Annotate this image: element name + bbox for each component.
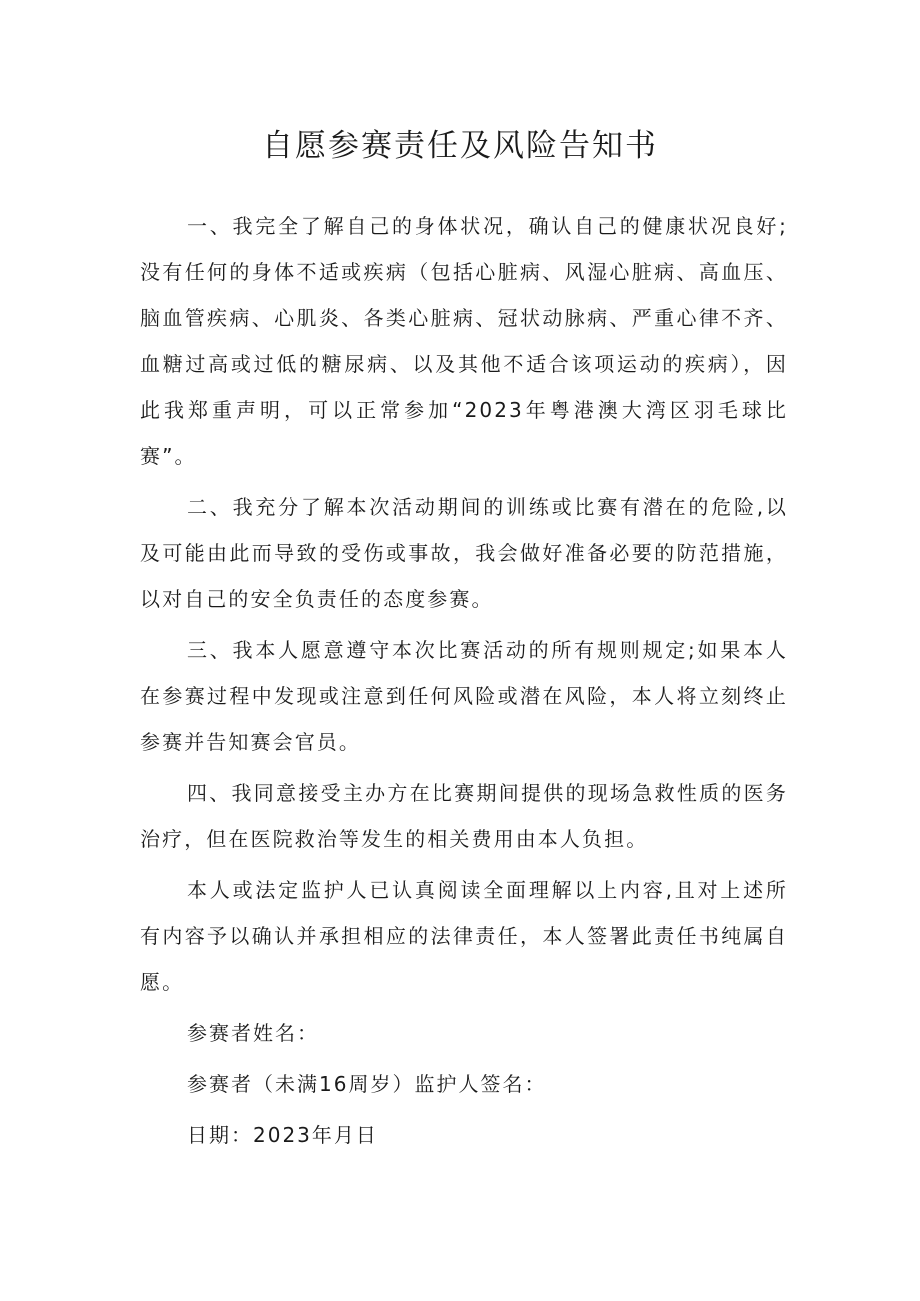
clause-3-paragraph: 三、我本人愿意遵守本次比赛活动的所有规则规定;如果本人在参赛过程中发现或注意到任何风险或潜在风险，本人将立刻终止参赛并告知赛会官员。 <box>140 638 788 754</box>
confirmation-paragraph: 本人或法定监护人已认真阅读全面理解以上内容,且对上述所有内容予以确认并承担相应的法律责任，本人签署此责任书纯属自愿。 <box>140 878 788 994</box>
date-line: 日期：2023年月日 <box>187 1123 378 1147</box>
document-title: 自愿参赛责任及风险告知书 <box>262 128 658 164</box>
guardian-signature-line: 参赛者（未满16周岁）监护人签名： <box>187 1072 547 1096</box>
clause-4-paragraph: 四、我同意接受主办方在比赛期间提供的现场急救性质的医务治疗，但在医院救治等发生的相关费用由本人负担。 <box>140 781 788 851</box>
document-body <box>140 203 788 1163</box>
clause-2-paragraph: 二、我充分了解本次活动期间的训练或比赛有潜在的危险,以及可能由此而导致的受伤或事故，我会做好准备必要的防范措施，以对自己的安全负责任的态度参赛。 <box>140 495 788 611</box>
clause-1-paragraph: 一、我完全了解自己的身体状况，确认自己的健康状况良好;没有任何的身体不适或疾病（包括心脏病、风湿心脏病、高血压、脑血管疾病、心肌炎、各类心脏病、冠状动脉病、严重心律不齐、血糖过高或过低的糖尿病、以及其他不适合该项运动的疾病），因此我郑重声明，可以正常参加“2023年粤港澳大湾区羽毛球比赛”。 <box>140 214 788 468</box>
participant-name-line: 参赛者姓名： <box>187 1021 319 1045</box>
